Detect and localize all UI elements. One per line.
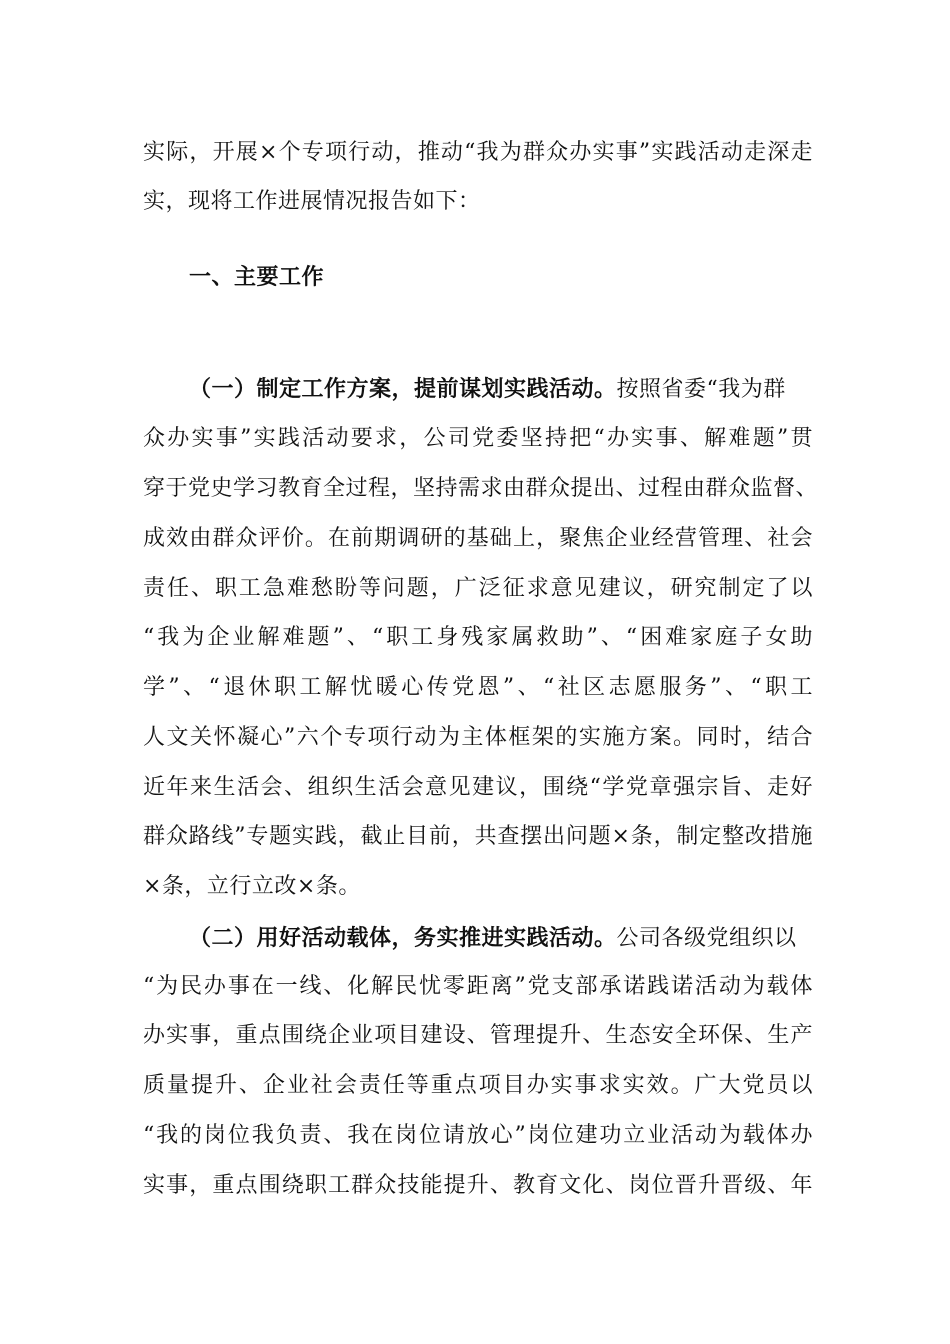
section-heading: 一、主要工作	[189, 265, 325, 290]
item1-line: 责任、职工急难愁盼等问题，广泛征求意见建议，研究制定了以	[143, 576, 813, 601]
item1-line: 众办实事”实践活动要求，公司党委坚持把“办实事、解难题”贯	[143, 426, 813, 451]
item1-first-line	[189, 375, 813, 405]
item2-line: “我的岗位我负责、我在岗位请放心”岗位建功立业活动为载体办	[143, 1123, 813, 1148]
item1-line: 学”、“退休职工解忧暖心传党恩”、“社区志愿服务”、“职工	[143, 675, 813, 700]
intro-line-2: 实，现将工作进展情况报告如下：	[143, 189, 481, 214]
item1-line: 人文关怀凝心”六个专项行动为主体框架的实施方案。同时，结合	[143, 725, 813, 750]
item1-line: 群众路线”专题实践，截止目前，共查摆出问题×条，制定整改措施	[143, 824, 813, 849]
item1-first-line-text: 按照省委“我为群	[616, 377, 786, 402]
item1-line: 近年来生活会、组织生活会意见建议，围绕“学党章强宗旨、走好	[143, 775, 813, 800]
item2-line: 实事，重点围绕职工群众技能提升、教育文化、岗位晋升晋级、年	[143, 1173, 813, 1198]
intro-line-1: 实际，开展×个专项行动，推动“我为群众办实事”实践活动走深走	[143, 140, 813, 165]
item2-title: （二）用好活动载体，务实推进实践活动。	[189, 926, 617, 951]
item2-line: 质量提升、企业社会责任等重点项目办实事求实效。广大党员以	[143, 1073, 813, 1098]
item2-line: 办实事，重点围绕企业项目建设、管理提升、生态安全环保、生产	[143, 1023, 813, 1048]
item1-title: （一）制定工作方案，提前谋划实践活动。	[189, 377, 617, 402]
item2-first-line	[189, 924, 813, 954]
item1-line: ×条，立行立改×条。	[143, 874, 361, 899]
item1-line: 成效由群众评价。在前期调研的基础上，聚焦企业经营管理、社会	[143, 526, 813, 551]
item1-line: 穿于党史学习教育全过程，坚持需求由群众提出、过程由群众监督、	[143, 476, 819, 501]
item1-line: “我为企业解难题”、“职工身残家属救助”、“困难家庭子女助	[143, 625, 813, 650]
item2-first-line-text: 公司各级党组织以	[616, 926, 797, 951]
item2-line: “为民办事在一线、化解民忧零距离”党支部承诺践诺活动为载体	[143, 974, 813, 999]
